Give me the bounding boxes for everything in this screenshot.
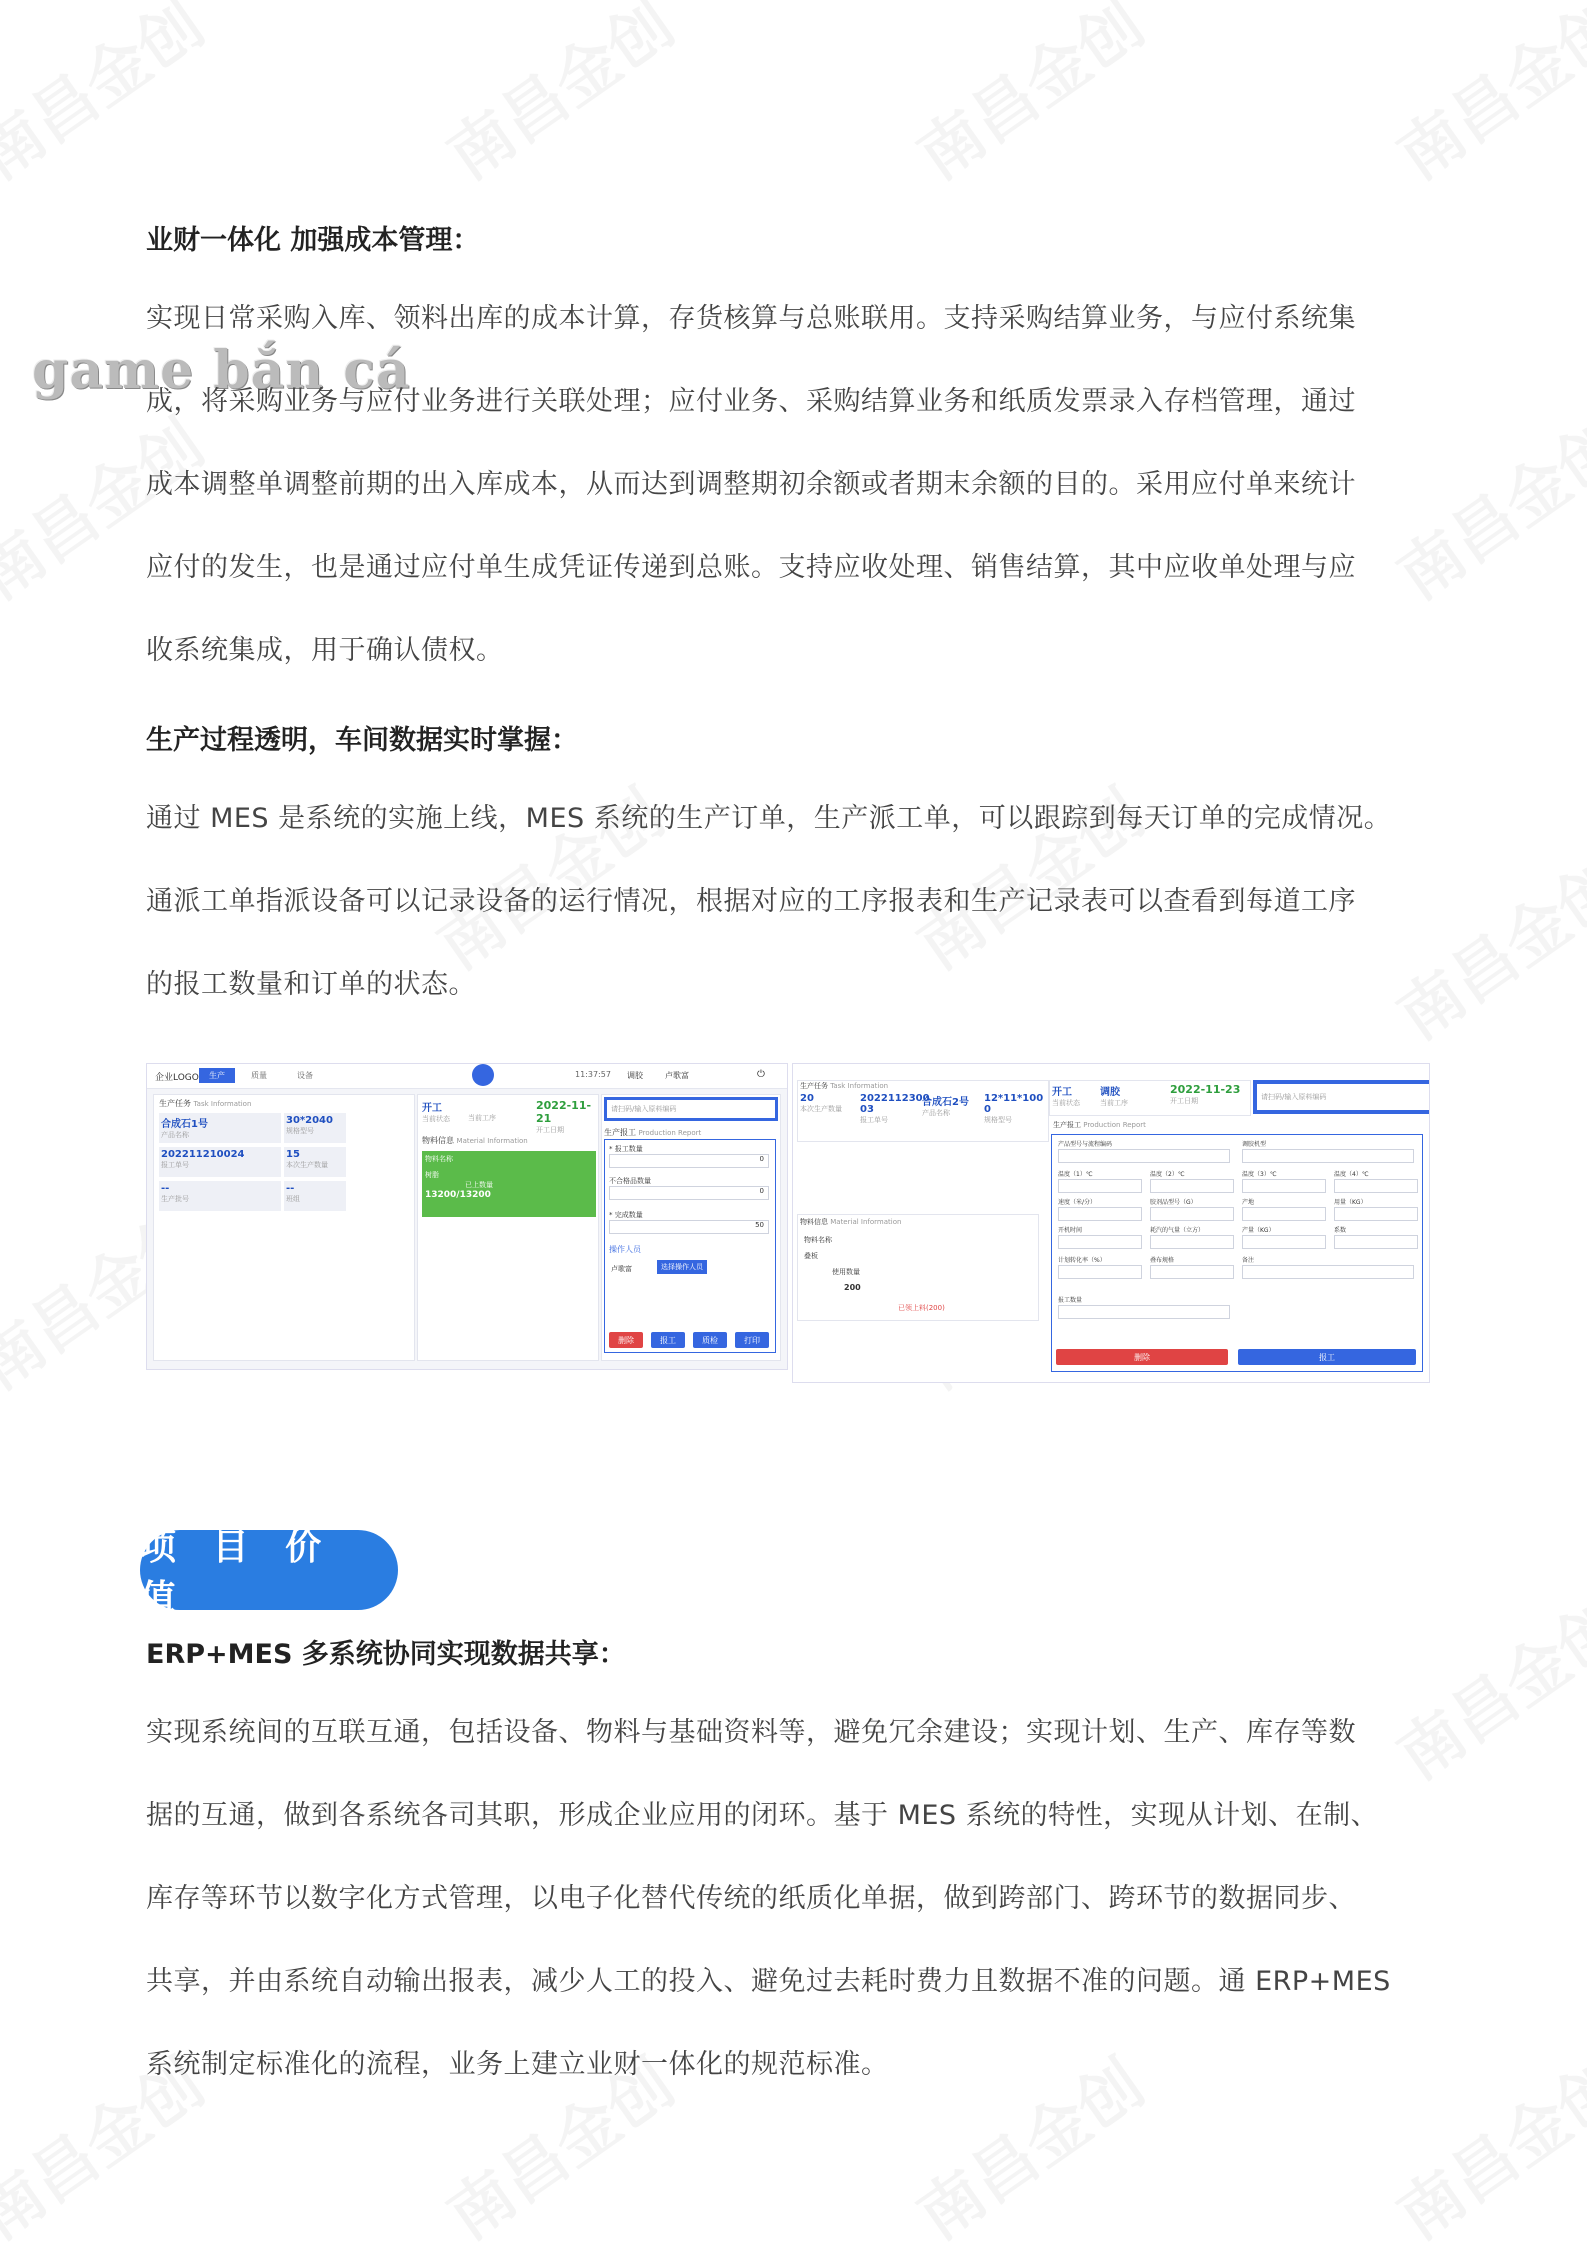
tab-equipment[interactable]: 设备 — [297, 1071, 313, 1080]
report-form — [604, 1139, 776, 1353]
team: -- — [286, 1183, 295, 1194]
report-qty-input[interactable] — [609, 1154, 769, 1168]
form-input[interactable] — [1150, 1265, 1234, 1279]
status-label: 当前状态 — [1052, 1099, 1080, 1107]
report-card — [601, 1094, 781, 1361]
field-label: 用量（KG） — [1334, 1199, 1367, 1206]
material-search-input[interactable] — [1253, 1080, 1430, 1114]
section-subtitle: Material Information — [456, 1137, 528, 1145]
heading-production: 生产过程透明，车间数据实时掌握： — [146, 725, 578, 756]
form-input[interactable] — [1334, 1207, 1418, 1221]
start-date: 2022-11-21 — [536, 1099, 592, 1125]
field-label: 温度（2）℃ — [1150, 1171, 1185, 1178]
field-label: 温度（1）℃ — [1058, 1171, 1093, 1178]
batch-number-label: 生产批号 — [161, 1195, 189, 1203]
field-label: 耗汽的气量（立方） — [1150, 1227, 1205, 1234]
user-label: 卢歌富 — [665, 1071, 689, 1080]
spec-label: 规格型号 — [286, 1127, 314, 1135]
section-title: 生产报工 — [604, 1128, 636, 1137]
form-input[interactable] — [1334, 1179, 1418, 1193]
team-label: 班组 — [286, 1195, 300, 1203]
field-label: 温度（4）℃ — [1334, 1171, 1369, 1178]
field-label: * 报工数量 — [609, 1145, 643, 1153]
text-line: 成本调整单调整前期的出入库成本，从而达到调整期初余额或者期末余额的目的。采用应付单来统计 — [146, 469, 1356, 500]
section-title: 物料信息 — [422, 1136, 454, 1145]
product-name-label: 产品名称 — [161, 1131, 189, 1139]
text-line: 库存等环节以数字化方式管理，以电子化替代传统的纸质化单据，做到跨部门、跨环节的数据同步、 — [146, 1883, 1356, 1914]
report-button[interactable]: 报工 — [651, 1332, 685, 1348]
delete-button[interactable]: 删除 — [1056, 1349, 1228, 1365]
task-info-card — [797, 1080, 1049, 1142]
task-info-card — [153, 1094, 415, 1361]
placeholder-text: 请扫码/输入原料编码 — [611, 1105, 677, 1113]
print-button[interactable]: 打印 — [735, 1332, 769, 1348]
section-subtitle: Production Report — [638, 1129, 702, 1137]
status: 开工 — [1052, 1087, 1072, 1098]
start-date: 2022-11-23 — [1170, 1083, 1241, 1096]
form-input[interactable] — [1058, 1305, 1230, 1319]
form-input[interactable] — [1150, 1179, 1234, 1193]
field-label: 不合格品数量 — [609, 1177, 651, 1185]
form-input[interactable] — [1334, 1235, 1418, 1249]
section-title: 生产报工 — [1053, 1121, 1081, 1129]
field-label: 备注 — [1242, 1257, 1255, 1264]
tab-production[interactable]: 生产 — [199, 1068, 235, 1083]
spec: 30*2040 — [286, 1115, 333, 1126]
process-label: 当前工序 — [1100, 1099, 1128, 1107]
paragraph-erp-mes — [146, 1691, 1446, 2106]
paragraph-production — [146, 777, 1446, 1026]
time-text: 11:37:57 — [575, 1070, 611, 1079]
field-label: 产品型号与流程编码 — [1058, 1141, 1113, 1148]
section-badge: 项 目 价 值 — [140, 1530, 398, 1610]
mes-screenshot-right — [792, 1063, 1430, 1383]
text-line: 成，将采购业务与应付业务进行关联处理；应付业务、采购结算业务和纸质发票录入存档管理，通过 — [146, 386, 1356, 417]
field-label: 速度（米/分） — [1058, 1199, 1097, 1206]
form-input[interactable] — [1058, 1265, 1142, 1279]
form-input[interactable] — [1150, 1235, 1234, 1249]
text-line: 实现系统间的互联互通，包括设备、物料与基础资料等，避免冗余建设；实现计划、生产、库存等数 — [146, 1717, 1356, 1748]
material-name: 树脂 — [425, 1171, 439, 1179]
text-line: 的报工数量和订单的状态。 — [146, 969, 476, 1000]
section-title: 生产任务 — [159, 1099, 191, 1108]
heading-erp-mes: ERP+MES 多系统协同实现数据共享： — [146, 1639, 626, 1670]
section-subtitle: Task Information — [193, 1100, 252, 1108]
form-input[interactable] — [1058, 1235, 1142, 1249]
circle-icon[interactable] — [472, 1064, 494, 1086]
watermark — [427, 0, 689, 197]
logo: 企业LOGO — [155, 1073, 199, 1083]
form-input[interactable] — [1242, 1207, 1326, 1221]
operator-name: 卢歌富 — [611, 1265, 632, 1273]
form-input[interactable] — [1058, 1179, 1142, 1193]
field-label: 计划转化率（%） — [1058, 1257, 1106, 1264]
material-name: 叠板 — [804, 1252, 818, 1260]
section-title: 物料信息 — [800, 1218, 828, 1226]
watermark — [0, 0, 219, 197]
product-name: 合成石1号 — [161, 1119, 208, 1130]
material-search-input[interactable] — [604, 1097, 778, 1121]
text-line: 通派工单指派设备可以记录设备的运行情况，根据对应的工序报表和生产记录表可以查看到每道工序 — [146, 886, 1356, 917]
form-input[interactable] — [1242, 1179, 1326, 1193]
spec-label: 规格型号 — [984, 1116, 1012, 1124]
report-number-label: 报工单号 — [860, 1116, 888, 1124]
section-subtitle: Material Information — [830, 1218, 902, 1226]
product-name: 合成石2号 — [922, 1097, 969, 1108]
defect-qty-input[interactable] — [609, 1186, 769, 1200]
watermark — [897, 0, 1159, 197]
field-label: 产地 — [1242, 1199, 1255, 1206]
quantity-label: 本次生产数量 — [800, 1105, 842, 1113]
section-subtitle: Task Information — [830, 1082, 889, 1090]
report-form — [1051, 1134, 1423, 1372]
paragraph-finance — [146, 277, 1446, 692]
select-operator-button[interactable]: 选择操作人员 — [657, 1260, 707, 1274]
watermark — [1377, 0, 1587, 197]
form-input[interactable] — [1242, 1149, 1414, 1163]
placeholder-text: 请扫码/输入原料编码 — [1261, 1093, 1327, 1101]
form-input[interactable] — [1242, 1235, 1326, 1249]
form-input[interactable] — [1150, 1207, 1234, 1221]
status-label: 当前状态 — [422, 1115, 450, 1123]
overlay-logo: game bắn cá — [32, 340, 411, 401]
text-line: 实现日常采购入库、领料出库的成本计算，存货核算与总账联用。支持采购结算业务，与应付系统集 — [146, 303, 1356, 334]
top-bar — [147, 1064, 787, 1089]
quantity-label: 本次生产数量 — [286, 1161, 328, 1169]
report-number: 2022112300 03 — [860, 1093, 930, 1115]
material-name-label: 物料名称 — [804, 1236, 832, 1244]
used-value: 13200/13200 — [425, 1190, 491, 1200]
input-value: 0 — [759, 1155, 764, 1163]
field-label: 产量（KG） — [1242, 1227, 1275, 1234]
used-label: 使用数量 — [832, 1268, 860, 1276]
batch-number: -- — [161, 1183, 170, 1194]
report-number-label: 报工单号 — [161, 1161, 189, 1169]
process-label: 当前工序 — [468, 1114, 496, 1122]
user-label: 调胶 — [627, 1071, 643, 1080]
text-line: 系统制定标准化的流程，业务上建立业财一体化的规范标准。 — [146, 2049, 889, 2080]
power-icon[interactable]: ⏻ — [757, 1069, 765, 1080]
tab-quality[interactable]: 质量 — [251, 1071, 267, 1080]
status-card — [417, 1094, 599, 1361]
inspect-button[interactable]: 质检 — [693, 1332, 727, 1348]
text-line: 据的互通，做到各系统各司其职，形成企业应用的闭环。基于 MES 系统的特性，实现从计划、在制、 — [146, 1800, 1379, 1831]
mes-screenshot-left — [146, 1063, 788, 1370]
text-line: 通过 MES 是系统的实施上线，MES 系统的生产订单，生产派工单，可以跟踪到每天订单的完成情况。 — [146, 803, 1392, 834]
product-name-label: 产品名称 — [922, 1109, 950, 1117]
report-number: 202211210024 — [161, 1149, 245, 1160]
material-tile[interactable] — [422, 1151, 596, 1217]
status: 开工 — [422, 1103, 442, 1114]
section-subtitle: Production Report — [1083, 1121, 1146, 1129]
heading-finance: 业财一体化 加强成本管理： — [146, 225, 480, 256]
quantity: 15 — [286, 1149, 300, 1160]
form-input[interactable] — [1242, 1265, 1414, 1279]
text-line: 应付的发生，也是通过应付单生成凭证传递到总账。支持应收处理、销售结算，其中应收单处理与应 — [146, 552, 1356, 583]
field-label: 开机时间 — [1058, 1227, 1083, 1234]
done-qty-input[interactable] — [609, 1220, 769, 1234]
text-line: 共享，并由系统自动输出报表，减少人工的投入、避免过去耗时费力且数据不准的问题。通 ERP+MES — [146, 1966, 1391, 1997]
form-input[interactable] — [1058, 1207, 1142, 1221]
field-label: 叠布规格 — [1150, 1257, 1175, 1264]
section-title: 生产任务 — [800, 1082, 828, 1090]
start-date-label: 开工日期 — [536, 1126, 564, 1134]
field-label: 胶剂品型号（G） — [1150, 1199, 1197, 1206]
start-date-label: 开工日期 — [1170, 1097, 1198, 1105]
report-button[interactable]: 报工 — [1238, 1349, 1416, 1365]
field-label: * 完成数量 — [609, 1211, 643, 1219]
delete-button[interactable]: 删除 — [609, 1332, 643, 1348]
form-input[interactable] — [1058, 1149, 1230, 1163]
used-value: 200 — [844, 1283, 861, 1292]
field-label: 报工数量 — [1058, 1297, 1083, 1304]
input-value: 0 — [759, 1187, 764, 1195]
spec: 12*11*100 0 — [984, 1093, 1044, 1115]
field-label: 系数 — [1334, 1227, 1347, 1234]
text-line: 收系统集成，用于确认债权。 — [146, 635, 504, 666]
quantity: 20 — [800, 1093, 814, 1104]
field-label: 调胶机型 — [1242, 1141, 1267, 1148]
remain-text: 已领上料(200) — [898, 1304, 945, 1312]
status-card — [1049, 1080, 1251, 1116]
used-label: 已上数量 — [465, 1181, 493, 1189]
material-name-label: 物料名称 — [425, 1155, 453, 1163]
operator-title: 操作人员 — [609, 1245, 641, 1254]
field-label: 温度（3）℃ — [1242, 1171, 1277, 1178]
material-card — [797, 1214, 1039, 1321]
process: 调胶 — [1100, 1087, 1120, 1098]
input-value: 50 — [755, 1221, 764, 1229]
